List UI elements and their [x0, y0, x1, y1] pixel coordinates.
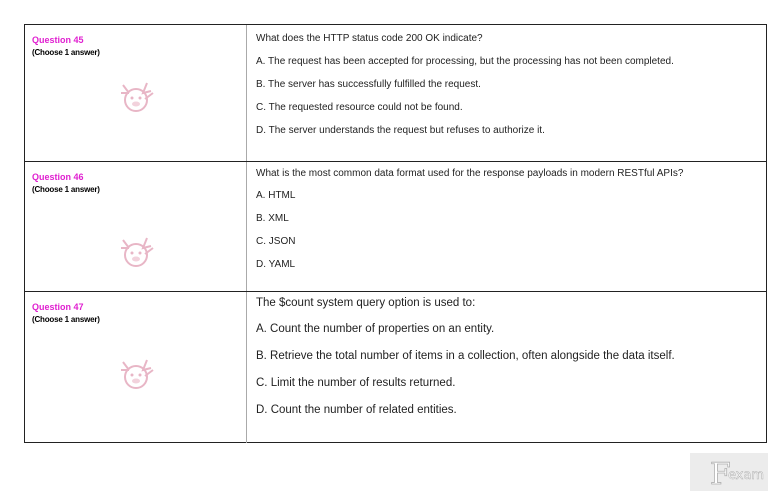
pig-logo-icon	[117, 354, 159, 394]
answer-option[interactable]: D. YAML	[256, 259, 296, 270]
answer-option[interactable]: B. XML	[256, 213, 289, 224]
answer-option[interactable]: A. The request has been accepted for processing, but the processing has not been completed.	[256, 56, 674, 67]
brand-watermark-icon	[690, 453, 768, 491]
answer-option[interactable]: B. The server has successfully fulfilled the request.	[256, 79, 481, 90]
answer-option[interactable]: C. Limit the number of results returned.	[256, 377, 456, 389]
question-content	[256, 292, 758, 443]
watermark-text: exam	[728, 468, 765, 483]
question-number: Question 45	[32, 35, 84, 45]
question-meta	[25, 162, 247, 291]
answer-option[interactable]: D. The server understands the request but refuses to authorize it.	[256, 125, 545, 136]
answer-option[interactable]: A. HTML	[256, 190, 296, 201]
question-text: What is the most common data format used for the response payloads in modern RESTful APIs?	[256, 168, 684, 179]
question-content	[256, 25, 758, 161]
question-number: Question 47	[32, 302, 84, 312]
watermark-letter: F	[710, 457, 731, 491]
question-instruction: (Choose 1 answer)	[32, 315, 100, 324]
answer-option[interactable]: D. Count the number of related entities.	[256, 404, 457, 416]
question-number: Question 46	[32, 172, 84, 182]
question-instruction: (Choose 1 answer)	[32, 48, 100, 57]
answer-option[interactable]: B. Retrieve the total number of items in a collection, often alongside the data itself.	[256, 350, 675, 362]
answer-option[interactable]: C. The requested resource could not be found.	[256, 102, 463, 113]
question-meta	[25, 292, 247, 443]
pig-logo-icon	[117, 77, 159, 117]
answer-option[interactable]: A. Count the number of properties on an entity.	[256, 323, 495, 335]
question-row	[25, 25, 766, 162]
questions-table	[24, 24, 767, 443]
answer-option[interactable]: C. JSON	[256, 236, 296, 247]
question-row	[25, 292, 766, 443]
question-content	[256, 162, 758, 291]
question-row	[25, 162, 766, 292]
question-text: The $count system query option is used to:	[256, 297, 476, 309]
question-text: What does the HTTP status code 200 OK indicate?	[256, 33, 483, 44]
question-instruction: (Choose 1 answer)	[32, 185, 100, 194]
question-meta	[25, 25, 247, 161]
pig-logo-icon	[117, 232, 159, 272]
